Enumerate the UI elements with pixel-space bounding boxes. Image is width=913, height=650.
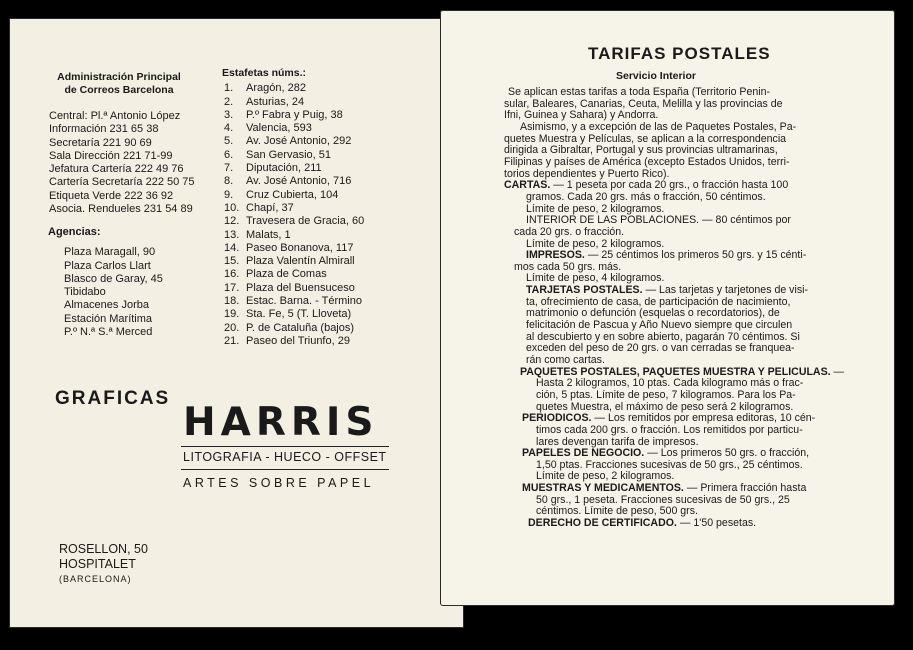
estafeta-address: Aragón, 282	[246, 82, 306, 95]
text-line: Cartería Secretaría 222 50 75	[49, 176, 195, 189]
estafeta-address: Plaza Valentín Almirall	[246, 255, 355, 268]
ad-tagline: ARTES SOBRE PAPEL	[183, 476, 375, 490]
tariff-body: Límite de peso, 2 kilogramos.	[536, 470, 675, 483]
estafeta-item	[224, 282, 364, 295]
tariff-heading: TARJETAS POSTALES.	[526, 284, 643, 297]
estafeta-address: Plaza de Comas	[246, 268, 327, 281]
estafeta-number: 15.	[224, 255, 240, 268]
ad-address	[59, 542, 148, 587]
tariff-line	[526, 204, 664, 215]
estafeta-address: Paseo del Triunfo, 29	[246, 334, 350, 347]
tariff-body: Límite de peso, 2 kilogramos.	[526, 202, 665, 215]
text-line: Estación Marítima	[64, 312, 153, 325]
estafeta-item	[224, 229, 364, 242]
page-title: TARIFAS POSTALES	[588, 44, 771, 63]
estafeta-item	[224, 109, 364, 122]
estafeta-address: San Gervasio, 51	[246, 148, 331, 161]
tariff-line	[526, 273, 664, 284]
estafeta-item	[224, 122, 364, 135]
estafeta-item	[224, 82, 364, 95]
estafeta-number: 21.	[224, 334, 240, 347]
tariff-line	[504, 180, 788, 191]
estafeta-address: Valencia, 593	[246, 122, 312, 135]
tariff-body: gramos. Cada 20 grs. más o fracción, 50 céntimos.	[526, 190, 766, 203]
page-subtitle: Servicio Interior	[616, 70, 696, 82]
estafeta-number: 5.	[224, 135, 234, 148]
agencias-section	[48, 226, 163, 339]
estafeta-number: 8.	[224, 175, 234, 188]
estafeta-item	[224, 295, 364, 308]
tariff-body: sular, Baleares, Canarias, Ceuta, Melilla y las provincias de	[504, 97, 783, 110]
tariff-line	[536, 390, 796, 401]
estafeta-item	[224, 149, 364, 162]
estafeta-item	[224, 335, 364, 348]
tariff-heading: IMPRESOS.	[526, 249, 585, 262]
tariff-heading: DERECHO DE CERTIFICADO.	[528, 517, 677, 530]
estafeta-item	[224, 215, 364, 228]
tariff-line	[504, 134, 786, 145]
admin-title-line: Administración Principal	[57, 71, 181, 83]
estafeta-address: Plaza del Buensuceso	[246, 281, 355, 294]
tariff-line	[526, 355, 605, 366]
tariff-body: — 1'50 pesetas.	[676, 517, 757, 530]
estafeta-item	[224, 202, 364, 215]
tariff-body: ción, 5 ptas. Límite de peso, 7 kilogramos. Para los Pa-	[536, 388, 796, 401]
estafeta-number: 4.	[224, 122, 234, 135]
tariff-heading: PAPELES DE NEGOCIO.	[522, 447, 645, 460]
tariff-line	[504, 110, 658, 121]
tariff-body: — Las tarjetas y tarjetones de visi-	[642, 284, 808, 297]
tariff-body: —	[830, 365, 845, 378]
tariff-body: — Primera fracción hasta	[683, 482, 807, 495]
tariff-body: timos cada 200 grs. o fracción. Los remitidos por particu-	[536, 423, 803, 436]
tariff-line	[508, 87, 770, 98]
tariff-body: quetes Muestra y Películas, se aplican a la correspondencia	[504, 132, 787, 145]
admin-title-line: de Correos Barcelona	[64, 84, 174, 96]
ad-rule-top	[181, 446, 389, 447]
address-line: HOSPITALET	[59, 557, 136, 571]
address-city: (BARCELONA)	[59, 574, 132, 584]
ad-rule-bottom	[181, 469, 389, 470]
estafeta-number: 7.	[224, 162, 234, 175]
tariff-body: exceden del peso de 20 grs. o van cerradas se franquea-	[526, 342, 795, 355]
tariff-line	[526, 332, 800, 343]
text-line: Asocia. Rendueles 231 54 89	[49, 203, 193, 216]
tariff-line	[522, 413, 815, 424]
tariff-heading: PERIODICOS.	[522, 412, 592, 425]
estafeta-address: Cruz Cubierta, 104	[246, 188, 339, 201]
address-line: ROSELLON, 50	[59, 542, 148, 556]
tariff-body: — Los primeros 50 grs. o fracción,	[644, 447, 810, 460]
text-line: Blasco de Garay, 45	[64, 272, 163, 285]
tariff-line	[536, 471, 674, 482]
estafeta-item	[224, 242, 364, 255]
tariff-heading: PAQUETES POSTALES, PAQUETES MUESTRA Y PELICULAS.	[520, 365, 831, 378]
tariff-body: Hasta 2 kilogramos, 10 ptas. Cada kilogramo más o frac-	[536, 377, 804, 390]
tariff-body: — 1 peseta por cada 20 grs., o fracción hasta 100	[550, 179, 789, 192]
estafeta-item	[224, 135, 364, 148]
estafeta-item	[224, 268, 364, 281]
estafeta-number: 13.	[224, 228, 240, 241]
estafeta-item	[224, 189, 364, 202]
text-line: Información 231 65 38	[49, 123, 159, 136]
estafetas-list	[222, 82, 364, 348]
estafeta-number: 9.	[224, 188, 234, 201]
text-line: Plaza Carlos Llart	[64, 259, 151, 272]
ad-harris-logo: HARRIS	[183, 400, 379, 445]
estafeta-item	[224, 255, 364, 268]
estafeta-address: Travesera de Gracia, 60	[246, 215, 365, 228]
tariff-body: Asimismo, y a excepción de las de Paquetes Postales, Pa-	[520, 121, 797, 133]
estafeta-number: 6.	[224, 148, 234, 161]
estafeta-number: 19.	[224, 308, 240, 321]
text-line: Central: Pl.ª Antonio López	[49, 110, 181, 122]
estafeta-item	[224, 322, 364, 335]
tariff-line	[528, 518, 756, 529]
estafeta-number: 10.	[224, 201, 240, 214]
tariff-body: — Los remitidos por empresa editoras, 10 cén-	[591, 412, 816, 425]
estafeta-address: Av. José Antonio, 716	[246, 175, 352, 188]
tariff-line	[526, 297, 790, 308]
tariff-body: INTERIOR DE LAS POBLACIONES. — 80 céntimos por	[526, 214, 791, 227]
right-page	[440, 10, 895, 606]
estafeta-item	[224, 162, 364, 175]
tariff-body: ta, ofrecimiento de casa, de participación de nacimiento,	[526, 295, 791, 308]
tariff-body: Filipinas y países de América (excepto Estados Unidos, terri-	[504, 155, 790, 168]
estafeta-item	[224, 175, 364, 188]
tariff-line	[514, 227, 624, 238]
agencias-lines	[48, 246, 163, 339]
tariff-line	[526, 250, 806, 261]
estafetas-section	[222, 67, 364, 348]
estafeta-address: Asturias, 24	[246, 95, 305, 108]
estafeta-item	[224, 308, 364, 321]
tariff-body: 1,50 ptas. Fracciones sucesivas de 50 grs., 25 céntimos.	[536, 458, 803, 471]
estafeta-number: 20.	[224, 321, 240, 334]
tariff-body: Ifni, Guinea y Sahara) y Andorra.	[504, 109, 659, 122]
estafeta-address: Sta. Fe, 5 (T. Lloveta)	[246, 308, 352, 321]
tariff-body: Límite de peso, 4 kilogramos.	[526, 272, 665, 285]
text-line: Sala Dirección 221 71-99	[49, 149, 173, 162]
tariff-body: matrimonio o defunción (esquelas o recordatorios), de	[526, 307, 780, 320]
estafetas-title: Estafetas núms.:	[222, 67, 307, 79]
estafeta-number: 18.	[224, 295, 240, 308]
tariff-body: Límite de peso, 2 kilogramos.	[526, 237, 665, 250]
text-line: Etiqueta Verde 222 36 92	[49, 189, 174, 202]
estafeta-number: 1.	[224, 82, 234, 95]
estafeta-number: 16.	[224, 268, 240, 281]
tariff-body: felicitación de Pascua y Año Nuevo siempre que circulen	[526, 319, 793, 331]
ad-graficas: GRAFICAS	[55, 388, 171, 409]
estafeta-address: P. de Cataluña (bajos)	[246, 321, 355, 334]
text-line: Jefatura Cartería 222 49 76	[49, 163, 184, 176]
left-page	[9, 18, 464, 628]
tariff-body: 50 grs., 1 peseta. Fracciones sucesivas de 50 grs., 25	[536, 493, 790, 506]
estafeta-number: 14.	[224, 241, 240, 254]
tariff-body: mos cada 50 grs. más.	[514, 260, 622, 273]
tariff-body: quetes Muestra, el máximo de peso será 2 kilogramos.	[536, 400, 794, 413]
estafeta-number: 3.	[224, 108, 234, 121]
tariff-body: dirigida a Gibraltar, Portugal y sus provincias ultramarinas,	[504, 144, 778, 157]
tariff-body: céntimos. Límite de peso, 500 grs.	[536, 505, 698, 518]
tariff-line	[520, 367, 844, 378]
estafeta-address: Diputación, 211	[246, 162, 322, 175]
estafeta-address: Malats, 1	[246, 228, 291, 241]
estafeta-address: Av. José Antonio, 292	[246, 135, 352, 148]
tariff-heading: MUESTRAS Y MEDICAMENTOS.	[522, 482, 684, 495]
text-line: Secretaría 221 90 69	[49, 136, 152, 149]
agencias-title: Agencias:	[48, 226, 101, 238]
tariff-heading: CARTAS.	[504, 179, 551, 192]
estafeta-address: Chapí, 37	[246, 201, 294, 214]
tariff-line	[504, 157, 790, 168]
text-line: Plaza Maragall, 90	[64, 246, 156, 259]
estafeta-number: 17.	[224, 281, 240, 294]
estafeta-item	[224, 96, 364, 109]
tariff-line	[536, 506, 698, 517]
estafeta-number: 12.	[224, 215, 240, 228]
ad-services: LITOGRAFIA - HUECO - OFFSET	[183, 450, 387, 464]
admin-lines	[49, 110, 195, 216]
admin-section	[49, 71, 195, 216]
tariff-body: lares devengan tarifa de impresos.	[536, 435, 699, 448]
tariff-body: al descubierto y en sobre abierto, pagarán 70 céntimos. Si	[526, 330, 800, 343]
tariff-body: — 25 céntimos los primeros 50 grs. y 15 cénti-	[584, 249, 807, 262]
estafeta-address: P.º Fabra y Puig, 38	[246, 108, 343, 121]
tariff-line	[522, 483, 806, 494]
estafeta-number: 2.	[224, 95, 234, 108]
tariff-body: torios dependientes y Puerto Rico).	[504, 167, 670, 180]
estafeta-address: Estac. Barna. - Término	[246, 295, 362, 308]
tariff-body: rán como cartas.	[526, 353, 605, 366]
tariff-body: Se aplican estas tarifas a toda España (Territorio Penin-	[508, 86, 771, 98]
tariff-line	[536, 437, 699, 448]
text-line: Tibidabo	[64, 286, 106, 299]
text-line: Almacenes Jorba	[64, 299, 149, 312]
estafeta-address: Paseo Bonanova, 117	[246, 241, 354, 254]
tariff-body: cada 20 grs. o fracción.	[514, 225, 625, 238]
text-line: P.º N.ª S.ª Merced	[64, 326, 153, 339]
admin-title	[49, 71, 189, 97]
